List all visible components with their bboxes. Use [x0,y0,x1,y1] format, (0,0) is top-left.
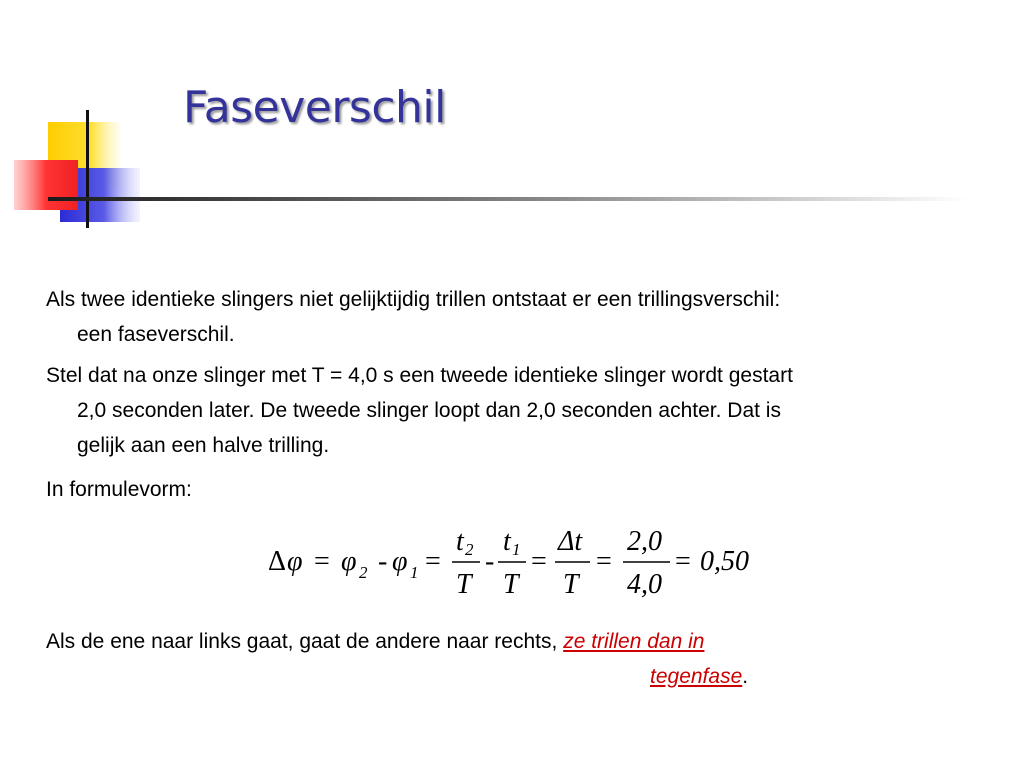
paragraph-4-text: Als de ene naar links gaat, gaat de andere naar rechts, [46,630,558,653]
frac3-den-T: T [563,569,579,600]
tegenfase-emphasis-1: ze trillen dan in [563,630,705,653]
frac2-num-sub: 1 [512,540,521,559]
frac2-num-t: t [503,526,511,557]
formula-eq-4: = [596,546,612,577]
paragraph-4-line-2 [46,659,986,694]
paragraph-2 [46,358,986,463]
paragraph-1-line-2: een faseverschil. [77,323,235,346]
formula-sub-2: 2 [359,563,368,582]
formula-eq-3: = [531,546,547,577]
formula-minus-1: - [378,546,388,577]
formula-phi: φ [287,546,303,577]
frac4-num: 2,0 [627,526,662,557]
paragraph-4 [46,624,986,694]
frac4-den: 4,0 [627,569,662,600]
formula-result: 0,50 [700,546,749,577]
formula-eq-5: = [675,546,691,577]
paragraph-1-line-1: Als twee identieke slingers niet gelijktijdig trillen ontstaat er een trillingsverschil: [46,288,781,311]
formula-delta: Δ [268,546,287,577]
formula-eq-2: = [425,546,441,577]
phase-difference-formula [0,520,1024,610]
deco-red-square [14,160,78,210]
frac1-den-T: T [456,569,472,600]
formula-minus-2: - [485,546,495,577]
frac2-den-T: T [503,569,519,600]
deco-vertical-line [86,110,89,228]
formula-phi-1: φ [392,546,408,577]
title-rule [48,197,968,201]
formula-sub-1: 1 [410,563,419,582]
formula-eq-1: = [314,546,330,577]
slide-title: Faseverschil [183,82,446,133]
tegenfase-emphasis-2: tegenfase [650,665,743,688]
frac3-num-delta-t: Δt [558,526,583,557]
formula-phi-2: φ [341,546,357,577]
paragraph-2-line-2: 2,0 seconden later. De tweede slinger loopt dan 2,0 seconden achter. Dat is [77,399,781,422]
paragraph-2-line-3: gelijk aan een halve trilling. [77,434,330,457]
frac1-num-sub: 2 [465,540,474,559]
paragraph-4-end: . [742,665,749,688]
paragraph-1 [46,282,986,352]
frac1-num-t: t [456,526,464,557]
paragraph-3: In formulevorm: [46,478,192,501]
paragraph-2-line-1: Stel dat na onze slinger met T = 4,0 s een tweede identieke slinger wordt gestart [46,364,793,387]
title-decoration [0,0,1024,240]
